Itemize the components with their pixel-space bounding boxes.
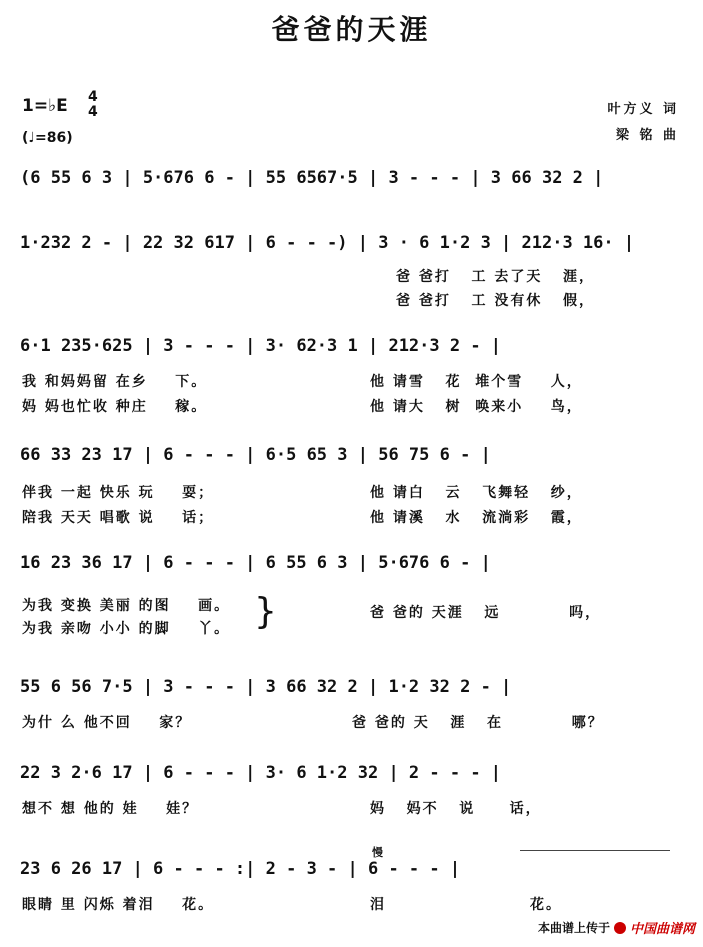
tempo-mark-slow: 慢 <box>372 846 383 859</box>
tempo-marking: (♩=86) <box>22 130 73 146</box>
footer <box>538 918 695 937</box>
lyric-line: 为我 变换 美丽 的图 画。 <box>22 598 231 614</box>
notation-row: 55 6 56 7·5 | 3 - - - | 3 66 32 2 | 1·2 32 2 - | <box>20 677 512 697</box>
key-signature: 1=♭E <box>22 96 68 116</box>
site-logo-link[interactable]: 中国曲谱网 <box>629 922 695 937</box>
lyric-line: 为我 亲吻 小小 的脚 丫。 <box>22 621 231 637</box>
lyric-line: 妈 妈不 说 话， <box>370 801 542 817</box>
site-logo-icon <box>614 922 626 934</box>
lyric-line: 妈 妈也忙收 种庄 稼。 <box>22 399 208 415</box>
lyric-line: 爸 爸打 工 去了天 涯， <box>396 269 595 285</box>
lyric-line: 泪 <box>370 897 386 913</box>
lyric-line: 他 请雪 花 堆个雪 人， <box>370 374 583 390</box>
footer-text: 本曲谱上传于 <box>537 921 610 935</box>
lyric-line: 我 和妈妈留 在乡 下。 <box>22 374 208 390</box>
notation-row: 22 3 2·6 17 | 6 - - - | 3· 6 1·2 32 | 2 - - - | <box>20 763 502 783</box>
notation-row: 23 6 26 17 | 6 - - - :| 2 - 3 - | 6 - - - | <box>20 859 461 879</box>
lyricist-credit: 叶方义 词 <box>607 102 679 117</box>
lyric-line: 爸 爸的 天 涯 在 哪？ <box>352 715 604 731</box>
time-signature: 4 4 <box>88 89 98 120</box>
page-title: 爸爸的天涯 <box>271 13 432 46</box>
notation-row: 16 23 36 17 | 6 - - - | 6 55 6 3 | 5·676 6 - | <box>20 553 491 573</box>
lyric-line: 他 请溪 水 流淌彩 霞， <box>370 510 583 526</box>
notation-row: 66 33 23 17 | 6 - - - | 6·5 65 3 | 56 75 6 - | <box>20 445 491 465</box>
notation-row: (6 55 6 3 | 5·676 6 - | 55 6567·5 | 3 - - - | 3 66 32 2 | <box>20 168 604 188</box>
lyric-line: 爸 爸的 天涯 远 吗， <box>370 605 602 621</box>
lyric-line: 爸 爸打 工 没有休 假， <box>396 293 595 309</box>
lyric-line: 陪我 天天 唱歌 说 话； <box>22 510 215 526</box>
notation-row: 6·1 235·625 | 3 - - - | 3· 62·3 1 | 212·3 2 - | <box>20 336 502 356</box>
lyric-line: 眼睛 里 闪烁 着泪 花。 <box>22 897 215 913</box>
composer-credit: 梁 铭 曲 <box>615 128 679 143</box>
lyric-line: 花。 <box>530 897 562 913</box>
lyric-line: 为什 么 他不回 家？ <box>22 715 192 731</box>
lyric-line: 伴我 一起 快乐 玩 耍； <box>22 485 215 501</box>
verse-brace: } <box>254 591 277 632</box>
slur-line <box>520 850 670 851</box>
lyric-line: 他 请大 树 唤来小 鸟， <box>370 399 583 415</box>
lyric-line: 想不 想 他的 娃 娃？ <box>22 801 199 817</box>
lyric-line: 他 请白 云 飞舞轻 纱， <box>370 485 583 501</box>
notation-row: 1·232 2 - | 22 32 617 | 6 - - -) | 3 · 6 1·2 3 | 212·3 16· | <box>20 233 635 253</box>
